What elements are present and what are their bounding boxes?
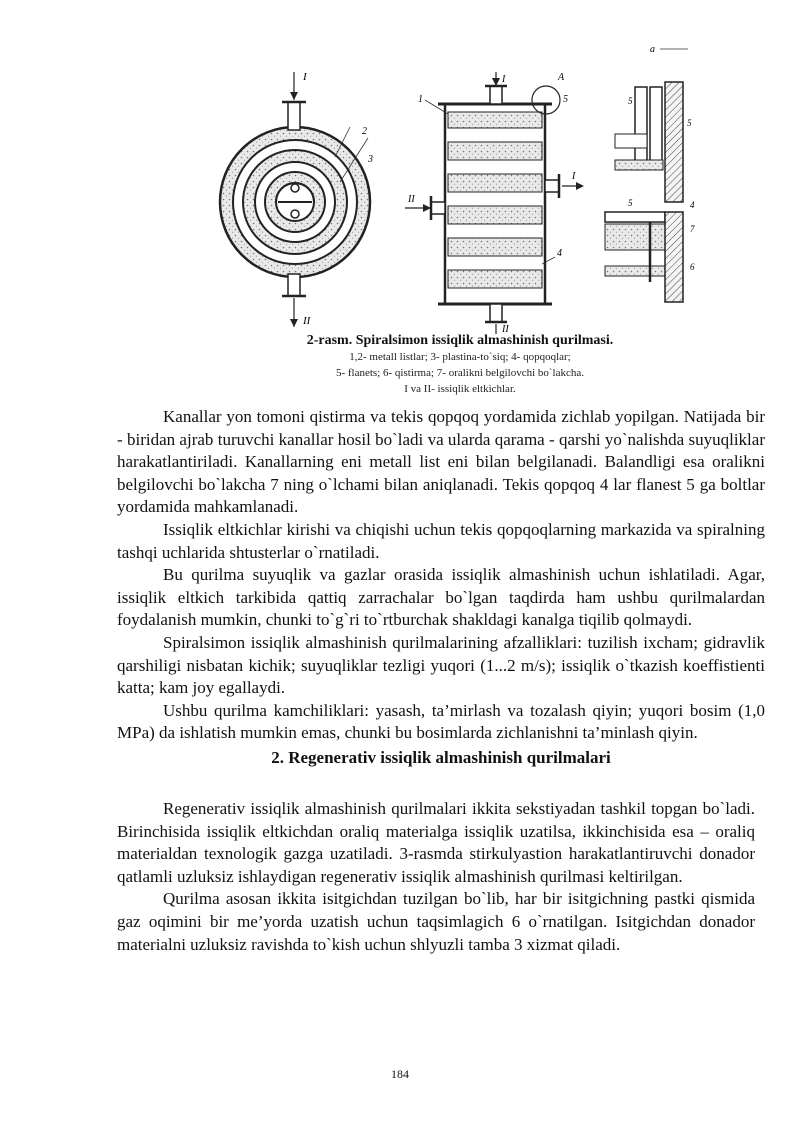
- label-4b: 4: [690, 200, 695, 210]
- label-4: 4: [557, 248, 562, 259]
- figure-caption-title: 2-rasm. Spiralsimon issiqlik almashinish qurilmasi.: [306, 333, 614, 348]
- label-2: 2: [362, 126, 367, 137]
- label-I-side: I: [572, 171, 576, 182]
- section-view: [405, 72, 584, 334]
- label-II-bottom-right: II: [502, 324, 509, 334]
- paragraph: Kanallar yon tomoni qistirma va tekis qopqoq yordamida zichlab yopilgan. Natijada bir - biridan ajrab turuvchi kanallar hosil bo`ladi va ularda qarama - qarshi yo`nalishda suyuqliklar harakatlantiriladi. Kanallarning eni metall list eni bilan belgilanadi. Balandligi esa oralikni belgilovchi bo`lakcha 7 ning o`lchami bilan aniqlanadi. Tekis qopqoq 4 lar flanest 5 ga boltlar yordamida mahkamlanadi.: [117, 407, 765, 517]
- label-a: a: [650, 44, 655, 55]
- label-II-side: II: [408, 194, 415, 205]
- paragraph: Qurilma asosan ikkita isitgichdan tuzilgan bo`lib, har bir isitgichning pastki qismida gaz oqimini bir me’yorda uzatish uchun taqsimlagich 6 o`rnatilgan. Isitgichdan donador materialni uzluksiz ravishda to`kish uchun shlyuzli tamba 3 xizmat qiladi.: [117, 889, 755, 954]
- body-text-section-1: [117, 406, 765, 745]
- detail-views: [605, 44, 688, 302]
- figure-caption-line-3: I va II- issiqlik eltkichlar.: [404, 383, 516, 395]
- paragraph: Regenerativ issiqlik almashinish qurilmalari ikkita sekstiyadan tashkil topgan bo`ladi. Birinchisida issiqlik eltkichdan oraliq materialga issiqlik uzatilsa, ikkinchisida esa – oraliq materialdan texnologik gazga uzatiladi. 3-rasmda stirkulyastion harakatlantiruvchi donador qatlamli uzluksiz ishlaydigan regenerativ issiqlik almashinish qurilmasi keltirilgan.: [117, 799, 755, 886]
- section-heading: 2. Regenerativ issiqlik almashinish qurilmalari: [271, 748, 611, 767]
- body-text-section-2: [117, 798, 755, 956]
- label-I-top-right: I: [502, 74, 506, 85]
- label-5d: 5: [628, 198, 633, 208]
- spiral-view: [220, 72, 370, 327]
- label-3: 3: [368, 154, 373, 165]
- paragraph: Issiqlik eltkichlar kirishi va chiqishi uchun tekis qopqoqlarning markazida va spiralning tashqi uchlarida shtusterlar o`rnatiladi.: [117, 519, 765, 562]
- paragraph: Bu qurilma suyuqlik va gazlar orasida issiqlik almashinish uchun ishlatiladi. Agar, issiqlik eltkich tarkibida qattiq zarrachalar bo`lgan taqdirda ham ushbu qurilmalardan foydalanish mumkin, chunki to`g`ri to`rtburchak shakldagi kanalga tiqilib qolmaydi.: [117, 565, 765, 630]
- figure-caption-line-1: 1,2- metall listlar; 3- plastina-to`siq; 4- qopqoqlar;: [349, 351, 571, 363]
- page-number: 184: [391, 1067, 409, 1081]
- spiral-heat-exchanger-figure: [210, 42, 720, 334]
- paragraph: Spiralsimon issiqlik almashinish qurilmalarining afzalliklari: tuzilish ixcham; gidravlik qarshiligi nisbatan kichik; suyuqliklar tezligi yuqori (1...2 m/s); issiqlik o`tkazish koeffistienti katta; kam joy egallaydi.: [117, 632, 765, 698]
- figure-caption-line-2: 5- flanets; 6- qistirma; 7- oralikni belgilovchi bo`lakcha.: [335, 367, 585, 379]
- label-5: 5: [563, 94, 568, 105]
- label-1: 1: [418, 94, 423, 105]
- label-5b: 5: [628, 96, 633, 106]
- label-I-top-left: I: [303, 71, 307, 83]
- label-5c: 5: [687, 118, 692, 128]
- label-6: 6: [690, 262, 695, 272]
- figure-drawing: [210, 42, 720, 334]
- label-II-bottom-left: II: [303, 315, 311, 327]
- paragraph: Ushbu qurilma kamchiliklari: yasash, ta’mirlash va tozalash qiyin; yuqori bosim (1,0 MPa) da ishlatish mumkin emas, chunki bu bosimlarda zichlanishni ta’minlash qiyin.: [117, 700, 765, 743]
- label-A: A: [558, 72, 565, 83]
- label-7: 7: [690, 224, 695, 234]
